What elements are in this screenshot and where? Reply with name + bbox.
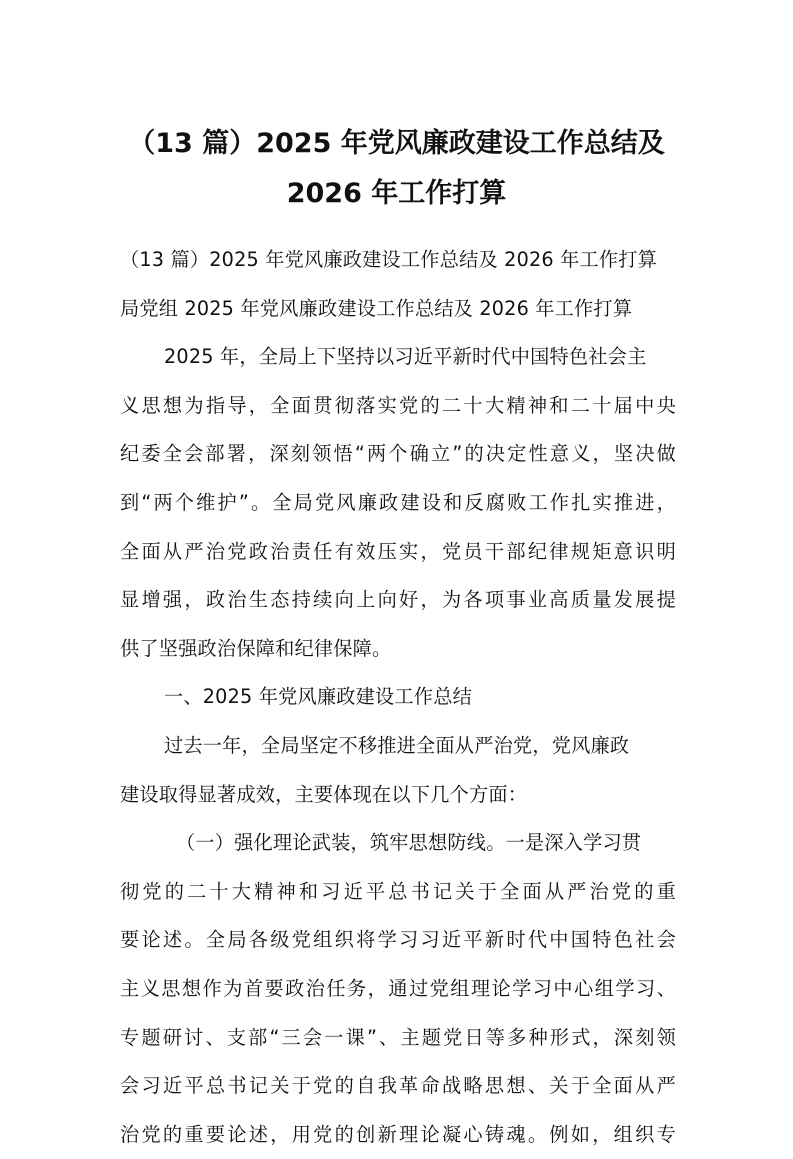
section-heading: 一、2025 年党风廉政建设工作总结 bbox=[164, 685, 472, 709]
text-line: 义思想为指导，全面贯彻落实党的二十大精神和二十届中央 bbox=[120, 393, 676, 417]
text-line: 供了坚强政治保障和纪律保障。 bbox=[120, 636, 392, 660]
text-line: 治党的重要论述，用党的创新理论凝心铸魂。例如，组织专 bbox=[120, 1122, 676, 1146]
document-body bbox=[120, 236, 676, 1159]
subsection-line: （一）强化理论武装，筑牢思想防线。一是深入学习贯 bbox=[176, 831, 642, 855]
document-title-line-1: （13 篇）2025 年党风廉政建设工作总结及 bbox=[128, 128, 665, 159]
text-line: 专题研讨、支部“三会一课”、主题党日等多种形式，深刻领 bbox=[120, 1025, 676, 1049]
text-line: 到“两个维护”。全局党风廉政建设和反腐败工作扎实推进， bbox=[120, 490, 676, 514]
text-line: 2025 年，全局上下坚持以习近平新时代中国特色社会主 bbox=[164, 345, 647, 369]
text-line: 显增强，政治生态持续向上向好，为各项事业高质量发展提 bbox=[120, 588, 676, 612]
text-line: 主义思想作为首要政治任务，通过党组理论学习中心组学习、 bbox=[120, 976, 676, 1000]
text-line: 过去一年，全局坚定不移推进全面从严治党，党风廉政 bbox=[164, 733, 630, 757]
text-line: 局党组 2025 年党风廉政建设工作总结及 2026 年工作打算 bbox=[120, 296, 633, 320]
text-line: 彻党的二十大精神和习近平总书记关于全面从严治党的重 bbox=[120, 879, 676, 903]
text-line: （13 篇）2025 年党风廉政建设工作总结及 2026 年工作打算 bbox=[120, 248, 658, 271]
text-line: 要论述。全局各级党组织将学习习近平新时代中国特色社会 bbox=[120, 928, 676, 952]
document-title-line-2: 2026 年工作打算 bbox=[286, 178, 507, 209]
text-line: 全面从严治党政治责任有效压实，党员干部纪律规矩意识明 bbox=[120, 539, 676, 563]
text-line: 会习近平总书记关于党的自我革命战略思想、关于全面从严 bbox=[120, 1074, 676, 1098]
text-line: 纪委全会部署，深刻领悟“两个确立”的决定性意义，坚决做 bbox=[120, 442, 676, 466]
text-line: 建设取得显著成效，主要体现在以下几个方面： bbox=[120, 782, 528, 806]
